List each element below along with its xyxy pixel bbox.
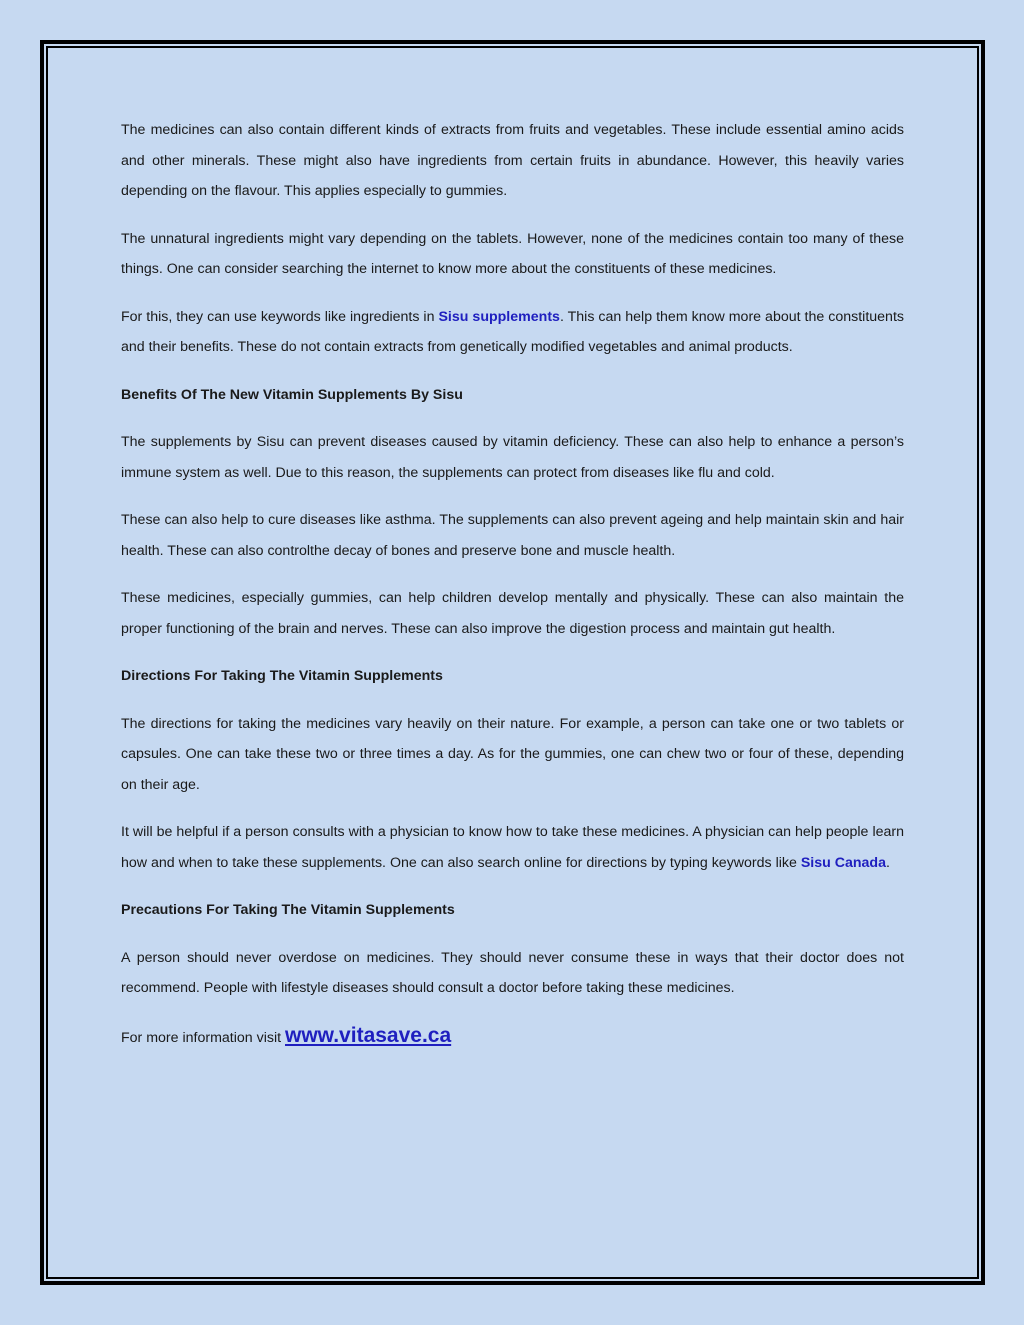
- paragraph-directions: The directions for taking the medicines vary heavily on their nature. For example, a person can take one or two tablets or capsules. One can take these two or three times a day. As for the gummies, one can chew two or four of these, depending on their age.: [121, 715, 904, 793]
- sisu-supplements-link[interactable]: Sisu supplements: [438, 308, 560, 325]
- paragraph-overdose: A person should never overdose on medicines. They should never consume these in ways that their doctor does not recommend. People with lifestyle diseases should consult a doctor before taking these medicines.: [121, 949, 904, 996]
- paragraph-physician-text-before: It will be helpful if a person consults with a physician to know how to take these medicines. A physician can help people learn how and when to take these supplements. One can also search online for directions by typing keywords like: [121, 824, 904, 871]
- document-body: [121, 115, 904, 1053]
- paragraph-asthma: These can also help to cure diseases like asthma. The supplements can also prevent ageing and help maintain skin and hair health. These can also controlthe decay of bones and preserve bone and muscle health.: [121, 512, 904, 559]
- paragraph-unnatural-ingredients: The unnatural ingredients might vary depending on the tablets. However, none of the medicines contain too many of these things. One can consider searching the internet to know more about the constituents of these medicines.: [121, 230, 904, 277]
- paragraph-gummies-children: These medicines, especially gummies, can help children develop mentally and physically. These can also maintain the proper functioning of the brain and nerves. These can also improve the digestion process and maintain gut health.: [121, 590, 904, 637]
- heading-benefits: Benefits Of The New Vitamin Supplements By Sisu: [121, 386, 463, 403]
- paragraph-prevent-diseases: The supplements by Sisu can prevent diseases caused by vitamin deficiency. These can also help to enhance a person’s immune system as well. Due to this reason, the supplements can protect from diseases like flu and cold.: [121, 434, 904, 481]
- paragraph-keywords: [121, 302, 904, 363]
- more-info-line: [121, 1021, 904, 1053]
- heading-precautions: Precautions For Taking The Vitamin Supplements: [121, 902, 455, 918]
- vitasave-website-link[interactable]: www.vitasave.ca: [285, 1023, 452, 1047]
- heading-directions: Directions For Taking The Vitamin Supplements: [121, 668, 443, 684]
- sisu-canada-link[interactable]: Sisu Canada: [800, 854, 886, 871]
- more-info-label: For more information visit: [121, 1029, 285, 1046]
- paragraph-keywords-text-after: . This can help them know more about the constituents and their benefits. These do not contain extracts from genetically modified vegetables and animal products.: [121, 308, 904, 355]
- paragraph-keywords-text-before: For this, they can use keywords like ingredients in: [121, 308, 439, 325]
- paragraph-physician: [121, 817, 904, 878]
- paragraph-extracts: The medicines can also contain different kinds of extracts from fruits and vegetables. These include essential amino acids and other minerals. These might also have ingredients from certain fruits in abundance. However, this heavily varies depending on the flavour. This applies especially to gummies.: [121, 122, 904, 199]
- paragraph-physician-text-after: .: [885, 854, 890, 871]
